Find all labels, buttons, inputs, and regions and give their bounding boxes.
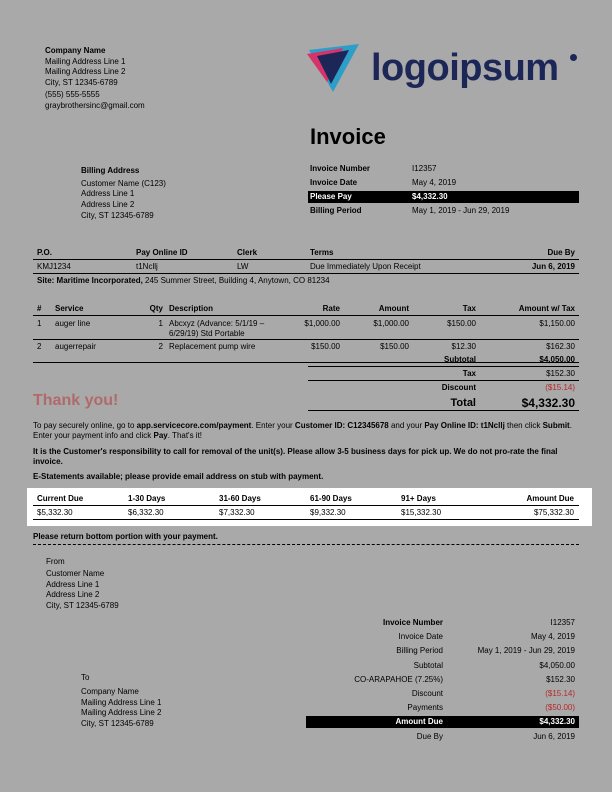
stub-to-line: Mailing Address Line 2 [81,708,162,717]
stub-summary-value: ($15.14) [545,689,575,698]
aging-header-cell: Amount Due [526,494,574,503]
instr-part: To pay securely online, go to [33,421,137,430]
removal-note: It is the Customer's responsibility to call for removal of the unit(s). Please allow 3-5 business days for pick up. We do not pro-rate the final invoice. [33,447,558,466]
invoice-info-value: I12357 [412,164,437,173]
billing-city: City, ST 12345-6789 [81,211,154,220]
aging-summary [27,488,592,526]
company-city: City, ST 12345-6789 [45,78,118,87]
invoice-info-label: Billing Period [310,206,362,215]
payment-url-link[interactable]: app.servicecore.com/payment [136,421,252,430]
stub-summary-value: $152.30 [546,674,575,684]
due-by-header: Due By [547,248,575,257]
stub-summary-label: Invoice Number [382,618,443,627]
clerk-header: Clerk [237,248,258,257]
aging-header-cell: 31-60 Days [219,494,261,503]
stub-summary-value: Jun 6, 2019 [533,731,575,741]
order-header-divider [33,259,579,260]
instr-part: then click [504,421,543,430]
company-name: Company Name [45,46,106,55]
invoice-info-row [308,191,579,203]
total-divider [308,410,579,411]
stub-summary-row [306,631,579,643]
invoice-title: Invoice [310,124,386,149]
site-address: 245 Summer Street, Building 4, Anytown, CO 81234 [142,276,330,285]
aging-value-cell: $9,332.30 [310,508,346,517]
aging-header-cell: 1-30 Days [128,494,166,503]
stub-from-line: Address Line 1 [46,579,100,589]
due-by-value: Jun 6, 2019 [531,262,575,271]
stub-summary-row [306,645,579,657]
item-tax: $12.30 [451,342,476,351]
po-header: P.O. [37,248,52,257]
item-qty-header: Qty [149,304,163,313]
aging-value-cell: $75,332.30 [533,508,574,517]
item-amount: $150.00 [380,342,409,351]
invoice-info-row [308,205,579,217]
tax-divider [308,380,579,381]
company-email: graybrothersinc@gmail.com [45,101,145,110]
stub-summary-label: Discount [411,689,443,698]
stub-from-line: Address Line 2 [46,590,100,599]
stub-summary-value: May 1, 2019 - Jun 29, 2019 [477,646,575,656]
aging-headers [27,494,592,504]
aging-value-cell: $5,332.30 [37,508,73,517]
item-amount: $1,000.00 [373,319,409,328]
item-qty: 1 [158,319,163,328]
company-address-line-2: Mailing Address Line 2 [45,67,126,76]
stub-summary-row [306,688,579,700]
stub-from-label: From [46,557,65,566]
logo-dot [570,54,577,61]
pay-online-instructions [33,421,579,441]
item-num-header: # [37,304,42,313]
stub-summary-row [306,716,579,728]
stub-summary-row [306,660,579,672]
item-service-header: Service [55,304,84,313]
subtotal-value: $4,050.00 [539,355,575,364]
site-line [37,276,330,286]
total-value: $4,332.30 [521,396,575,410]
item-amount-tax: $162.30 [546,342,575,351]
discount-value: ($15.14) [545,383,575,392]
stub-summary-label: Payments [407,703,443,713]
item-rate-header: Rate [322,304,340,313]
item-description: Replacement pump wire [169,342,256,351]
aging-value-cell: $6,332.30 [128,508,164,517]
stub-from-line: City, ST 12345-6789 [46,600,119,610]
pay-keyword: Pay [153,431,168,440]
tear-off-line [33,544,579,545]
invoice-info-label: Invoice Date [310,178,358,187]
stub-from-line: Customer Name [46,569,105,578]
item-amount-tax: $1,150.00 [539,319,575,328]
aging-header-cell: 91+ Days [401,494,436,503]
invoice-info-value: $4,332.30 [412,192,448,201]
company-phone: (555) 555-5555 [45,90,100,99]
aging-value-cell: $15,332.30 [401,508,442,517]
stub-summary-value: ($50.00) [545,703,575,713]
instr-part: . Enter your payment info and click [33,421,572,440]
stub-to-line: Mailing Address Line 1 [81,697,162,707]
invoice-info-row [308,177,579,189]
stub-to-label: To [81,673,90,682]
invoice-info-value: May 1, 2019 - Jun 29, 2019 [412,206,510,215]
estatements-note: E-Statements available; please provide email address on stub with payment. [33,472,324,481]
aging-header-cell: 61-90 Days [310,494,352,503]
stub-summary-value: $4,050.00 [539,660,575,670]
item-tax-header: Tax [462,304,476,313]
pay-online-value: t1Ncllj [136,262,158,271]
stub-summary-label: Billing Period [396,646,443,656]
item-amount-header: Amount [378,304,409,313]
pay-online-header: Pay Online ID [136,248,188,257]
stub-summary-value: $4,332.30 [539,717,575,727]
item-num: 1 [37,319,42,328]
customer-id: Customer ID: C12345678 [294,421,389,430]
tax-label: Tax [462,369,476,378]
invoice-info-value: May 4, 2019 [412,178,457,187]
item-row-divider [33,362,579,363]
aging-header-cell: Current Due [37,494,84,503]
item-rate: $150.00 [311,342,340,351]
aging-value-cell: $7,332.30 [219,508,255,517]
terms-value: Due Immediately Upon Receipt [310,262,421,271]
thank-you-message: Thank you! [33,392,119,409]
aging-divider [33,519,579,520]
invoice-info-row [308,163,579,175]
submit-keyword: Submit [542,421,570,430]
item-rate: $1,000.00 [304,319,340,328]
subtotal-label: Subtotal [444,355,476,364]
item-tax: $150.00 [447,319,476,328]
subtotal-divider [308,366,579,367]
item-amount-tax-header: Amount w/ Tax [518,304,575,313]
instr-part: . That's it! [167,431,203,440]
invoice-info-label: Invoice Number [310,164,371,173]
instr-part: and your [388,421,425,430]
billing-address-line-2: Address Line 2 [81,200,135,209]
stub-to-line: City, ST 12345-6789 [81,718,154,728]
po-value: KMJ1234 [37,262,71,271]
table-row [0,340,612,362]
stub-to-line: Company Name [81,687,139,696]
total-label: Total [450,397,476,409]
aging-header-divider [33,505,579,506]
items-header-divider [33,315,579,316]
stub-summary-row [306,617,579,629]
invoice-info-label: Please Pay [310,192,352,201]
stub-summary-label: Subtotal [413,660,443,670]
stub-summary-label: Invoice Date [398,632,443,642]
company-logo [305,42,580,97]
stub-summary-value: May 4, 2019 [530,632,575,642]
billing-address-line-1: Address Line 1 [81,189,135,198]
instr-part: . Enter your [251,421,295,430]
stub-summary-row [306,731,579,743]
item-service: augerrepair [55,342,96,351]
order-divider [33,273,579,274]
stub-summary-row [306,702,579,714]
stub-summary-label: CO-ARAPAHOE (7.25%) [354,674,443,684]
return-note: Please return bottom portion with your payment. [33,532,218,541]
item-service: auger line [55,319,91,328]
billing-heading: Billing Address [81,166,140,175]
item-description: Abcxyz (Advance: 5/1/19 – 6/29/19) Std Portable [169,319,265,338]
tax-value: $152.30 [546,369,575,378]
billing-customer: Customer Name (C123) [81,179,166,188]
item-desc-header: Description [169,304,214,313]
site-label: Site: Maritime Incorporated, [37,276,143,285]
logo-wordmark: logoipsum [371,47,559,89]
discount-label: Discount [441,383,476,392]
stub-summary-value: I12357 [550,618,575,627]
company-address-line-1: Mailing Address Line 1 [45,57,126,66]
table-row [0,317,612,339]
aging-values [27,508,592,518]
clerk-value: LW [237,262,249,271]
item-num: 2 [37,342,42,351]
stub-summary-label: Amount Due [395,717,443,727]
logo-mark-icon [305,42,365,97]
pay-online-id: Pay Online ID: t1Ncllj [424,421,505,430]
terms-header: Terms [310,248,334,257]
stub-summary-label: Due By [416,731,443,741]
item-qty: 2 [158,342,163,351]
stub-summary-row [306,674,579,686]
